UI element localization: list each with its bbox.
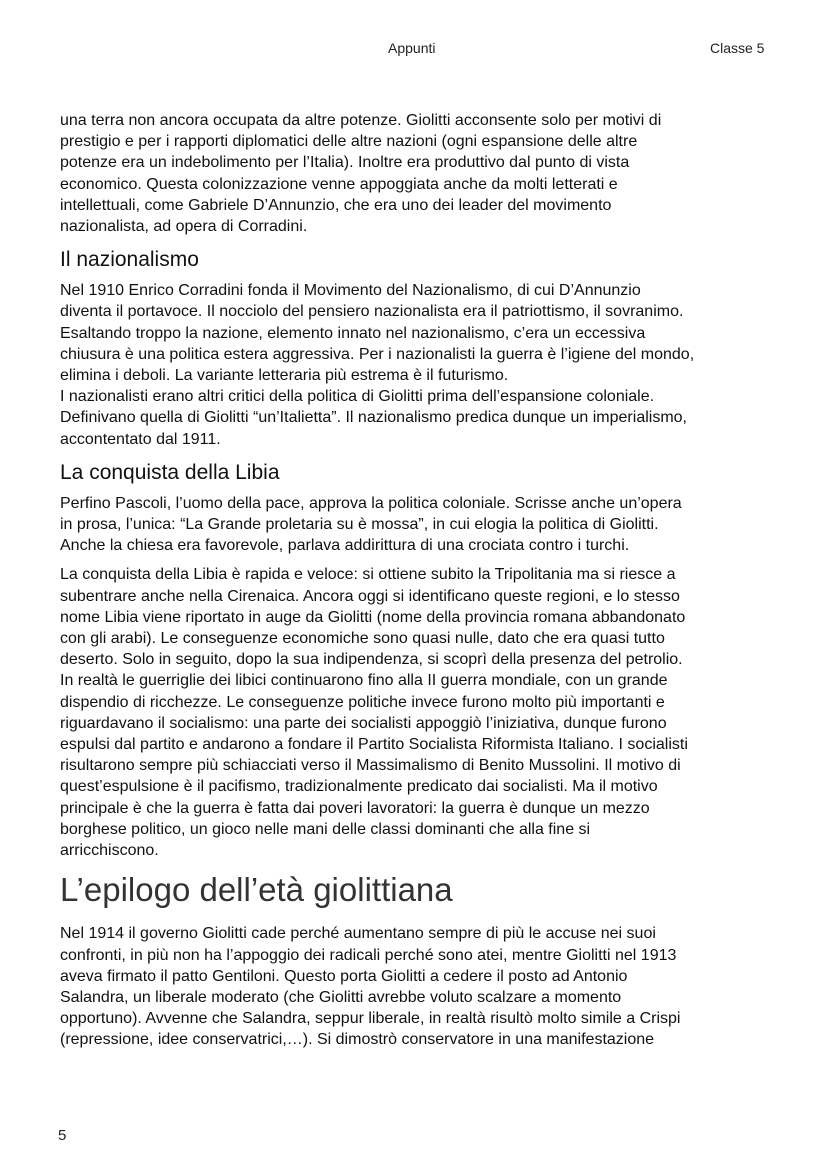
text-line: economico. Questa colonizzazione venne appoggiata anche da molti letterati e [60,175,618,193]
text-line: nazionalista, ad opera di Corradini. [60,218,308,236]
text-line: Definivano quella di Giolitti “un’Italietta”. Il nazionalismo predica dunque un imperialismo, [60,409,687,427]
text-line: Salandra, un liberale moderato (che Giolitti avrebbe voluto scalzare a momento [60,988,622,1006]
text-line: dispendio di ricchezze. Le conseguenze politiche invece furono molto più importanti e [60,693,665,711]
text-line: arricchiscono. [60,842,159,860]
heading-epilogo: L’epilogo dell’età giolittiana [60,871,453,909]
text-line: elimina i deboli. La variante letteraria più estrema è il futurismo. [60,367,509,385]
text-line: in prosa, l’unica: “La Grande proletaria su è mossa”, in cui elogia la politica di Giolitti. [60,516,659,534]
text-line: In realtà le guerriglie dei libici continuarono fino alla II guerra mondiale, con un grande [60,672,668,690]
text-line: con gli arabi). Le conseguenze economiche sono quasi nulle, dato che era quasi tutto [60,630,665,648]
heading-libia: La conquista della Libia [60,460,280,484]
text-line: Esaltando troppo la nazione, elemento innato nel nazionalismo, c’era un eccessiva [60,324,646,342]
text-line: quest’espulsione è il pacifismo, tradizionalmente predicato dai socialisti. Ma il motivo [60,778,658,796]
text-line: Perfino Pascoli, l’uomo della pace, approva la politica coloniale. Scrisse anche un’opera [60,494,682,512]
text-line: aveva firmato il patto Gentiloni. Questo porta Giolitti a cedere il posto ad Antonio [60,967,628,985]
text-line: chiusura è una politica estera aggressiva. Per i nazionalisti la guerra è l’igiene del mondo, [60,345,695,363]
epilogo-paragraph [60,923,780,1050]
text-line: diventa il portavoce. Il nocciolo del pensiero nazionalista era il patriottismo, il sovranimo. [60,303,684,321]
text-line: Nel 1910 Enrico Corradini fonda il Movimento del Nazionalismo, di cui D’Annunzio [60,282,641,300]
text-line: (repressione, idee conservatrici,…). Si dimostrò conservatore in una manifestazione [60,1031,655,1049]
header-title: Appunti [388,40,436,56]
header-class: Classe 5 [710,40,765,56]
text-line: intellettuali, come Gabriele D’Annunzio, che era uno dei leader del movimento [60,196,612,214]
nazionalismo-paragraph [60,280,780,450]
text-line: riguardavano il socialismo: una parte dei socialisti appoggiò l’iniziativa, dunque furono [60,714,667,732]
text-line: I nazionalisti erano altri critici della politica di Giolitti prima dell’espansione coloniale. [60,388,655,406]
text-line: subentrare anche nella Cirenaica. Ancora oggi si identificano queste regioni, e lo stesso [60,587,680,605]
text-line: espulsi dal partito e andarono a fondare il Partito Socialista Riformista Italiano. I socialisti [60,736,688,754]
text-line: principale è che la guerra è fatta dai poveri lavoratori: la guerra è dunque un mezzo [60,799,650,817]
text-line: potenze era un indebolimento per l’Italia). Inoltre era produttivo dal punto di vista [60,154,630,172]
text-line: accontentato dal 1911. [60,430,221,448]
text-line: La conquista della Libia è rapida e veloce: si ottiene subito la Tripolitania ma si riesce a [60,566,676,584]
text-line: prestigio e per i rapporti diplomatici delle altre nazioni (ogni espansione delle altre [60,133,638,151]
heading-nazionalismo: Il nazionalismo [60,248,199,272]
text-line: Nel 1914 il governo Giolitti cade perché aumentano sempre di più le accuse nei suoi [60,925,656,943]
text-line: Anche la chiesa era favorevole, parlava addirittura di una crociata contro i turchi. [60,537,630,555]
text-line: deserto. Solo in seguito, dopo la sua indipendenza, si scoprì della presenza del petrolio. [60,651,683,669]
page-content [60,110,780,1051]
text-line: una terra non ancora occupata da altre potenze. Giolitti acconsente solo per motivi di [60,112,662,129]
text-line: nome Libia viene riportato in auge da Giolitti (nome della provincia romana abbandonato [60,608,686,626]
text-line: opportuno). Avvenne che Salandra, seppur liberale, in realtà risultò molto simile a Crispi [60,1010,681,1028]
text-line: confronti, in più non ha l’appoggio dei radicali perché sono atei, mentre Giolitti nel 1913 [60,946,677,964]
text-line: risultarono sempre più schiacciati verso il Massimalismo di Benito Mussolini. Il motivo di [60,757,681,775]
intro-paragraph [60,110,780,237]
page-number: 5 [58,1127,67,1144]
libia-paragraph-1 [60,493,780,557]
libia-paragraph-2 [60,564,780,861]
text-line: borghese politico, un gioco nelle mani delle classi dominanti che alla fine si [60,820,591,838]
